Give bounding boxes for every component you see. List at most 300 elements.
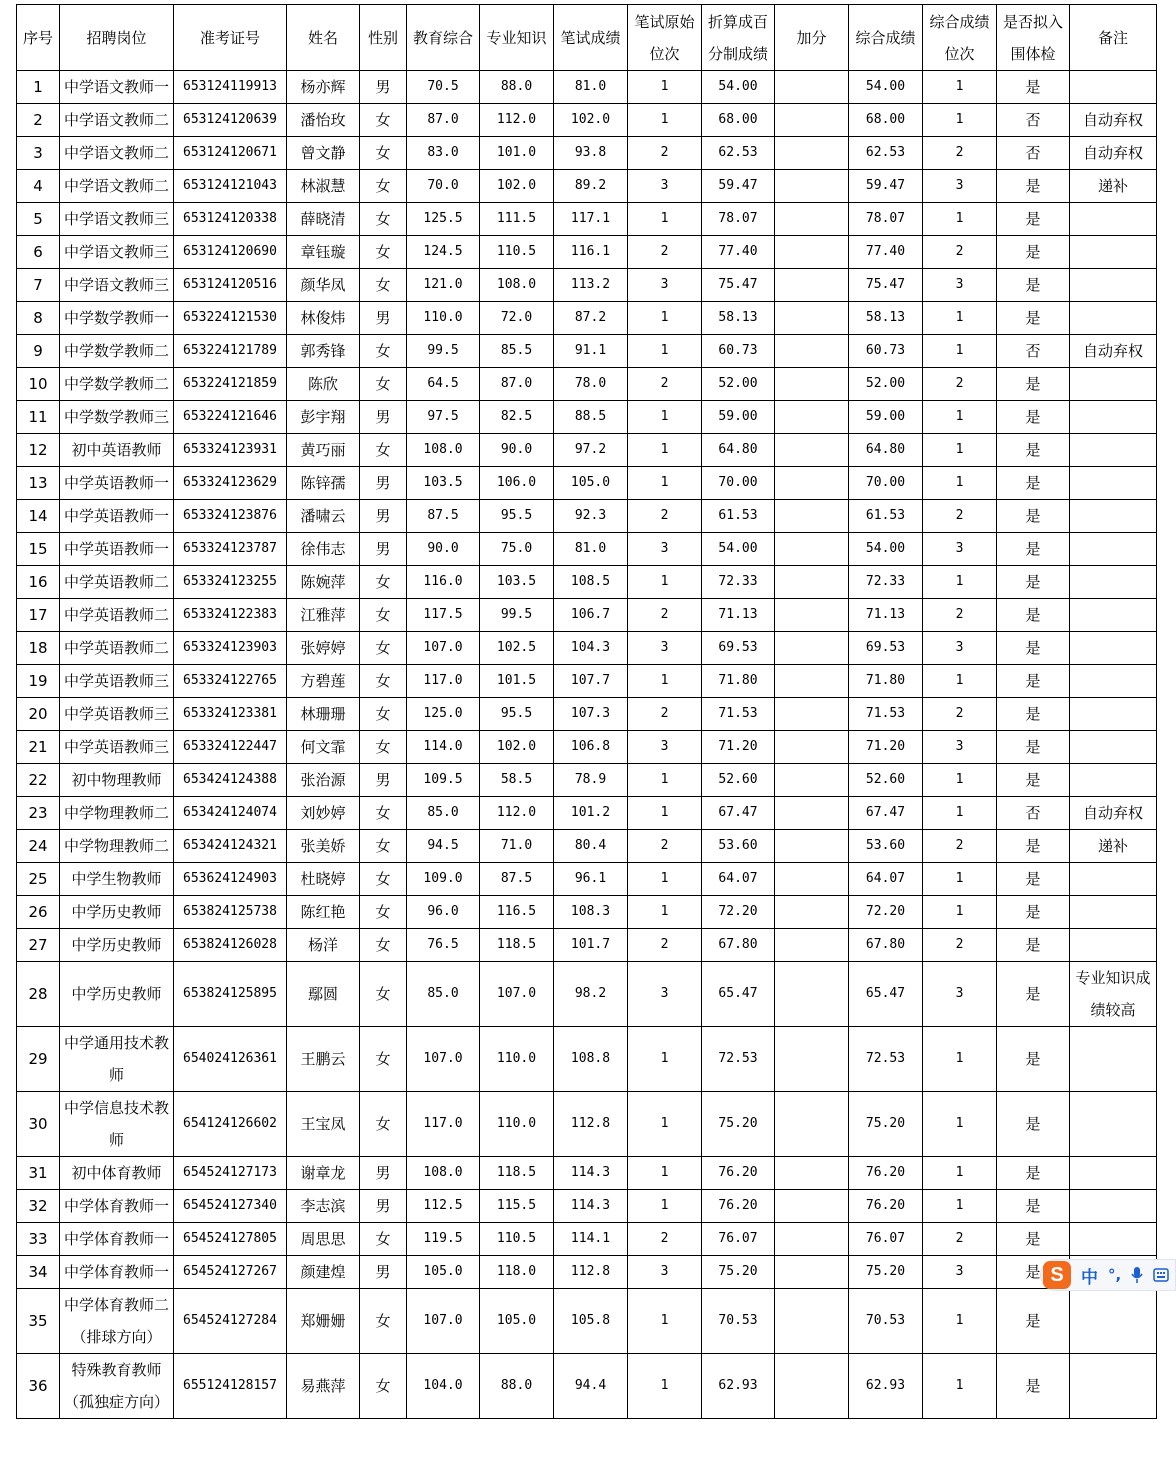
cell-no: 31 <box>17 1157 60 1190</box>
cell-edu: 64.5 <box>407 368 480 401</box>
cell-bonus <box>775 863 849 896</box>
cell-no: 19 <box>17 665 60 698</box>
cell-pct: 67.80 <box>702 929 775 962</box>
cell-edu: 117.5 <box>407 599 480 632</box>
cell-note <box>1070 1289 1157 1354</box>
cell-rank: 3 <box>628 533 702 566</box>
table-row <box>17 104 1157 137</box>
cell-pct: 72.33 <box>702 566 775 599</box>
table-row <box>17 467 1157 500</box>
cell-edu: 83.0 <box>407 137 480 170</box>
cell-edu: 107.0 <box>407 1289 480 1354</box>
cell-total: 75.20 <box>849 1256 923 1289</box>
cell-name: 王鹏云 <box>287 1027 360 1092</box>
cell-edu: 70.5 <box>407 71 480 104</box>
cell-name: 潘怡玫 <box>287 104 360 137</box>
cell-total: 71.53 <box>849 698 923 731</box>
cell-sex: 女 <box>360 137 407 170</box>
cell-edu: 104.0 <box>407 1354 480 1419</box>
cell-note <box>1070 500 1157 533</box>
cell-pro: 112.0 <box>480 104 554 137</box>
cell-edu: 109.5 <box>407 764 480 797</box>
cell-id: 653424124388 <box>174 764 287 797</box>
cell-written: 113.2 <box>554 269 628 302</box>
cell-bonus <box>775 170 849 203</box>
cell-pct: 69.53 <box>702 632 775 665</box>
table-row <box>17 434 1157 467</box>
cell-note <box>1070 632 1157 665</box>
cell-note <box>1070 1354 1157 1419</box>
cell-trank: 1 <box>923 797 997 830</box>
sogou-logo-icon[interactable]: S <box>1043 1261 1071 1289</box>
cell-name: 杨洋 <box>287 929 360 962</box>
cell-total: 53.60 <box>849 830 923 863</box>
cell-note <box>1070 764 1157 797</box>
cell-total: 78.07 <box>849 203 923 236</box>
cell-rank: 1 <box>628 203 702 236</box>
cell-id: 653124120639 <box>174 104 287 137</box>
cell-edu: 119.5 <box>407 1223 480 1256</box>
cell-trank: 1 <box>923 434 997 467</box>
cell-no: 29 <box>17 1027 60 1092</box>
cell-no: 3 <box>17 137 60 170</box>
cell-rank: 3 <box>628 632 702 665</box>
cell-pos: 中学体育教师二（排球方向） <box>60 1289 174 1354</box>
cell-pct: 71.80 <box>702 665 775 698</box>
cell-edu: 97.5 <box>407 401 480 434</box>
cell-trank: 1 <box>923 764 997 797</box>
cell-written: 93.8 <box>554 137 628 170</box>
table-row <box>17 632 1157 665</box>
cell-pro: 101.0 <box>480 137 554 170</box>
cell-pro: 87.0 <box>480 368 554 401</box>
cell-sex: 女 <box>360 797 407 830</box>
cell-enter: 是 <box>997 401 1070 434</box>
cell-rank: 1 <box>628 335 702 368</box>
ime-language-toggle[interactable]: 中 <box>1081 1267 1098 1288</box>
cell-id: 654124126602 <box>174 1092 287 1157</box>
cell-rank: 3 <box>628 1256 702 1289</box>
cell-rank: 2 <box>628 599 702 632</box>
cell-rank: 1 <box>628 401 702 434</box>
cell-pro: 106.0 <box>480 467 554 500</box>
cell-note <box>1070 566 1157 599</box>
cell-sex: 男 <box>360 302 407 335</box>
cell-total: 60.73 <box>849 335 923 368</box>
cell-note <box>1070 863 1157 896</box>
cell-written: 98.2 <box>554 962 628 1027</box>
cell-enter: 是 <box>997 962 1070 1027</box>
cell-edu: 99.5 <box>407 335 480 368</box>
cell-written: 104.3 <box>554 632 628 665</box>
cell-pct: 54.00 <box>702 71 775 104</box>
cell-enter: 是 <box>997 236 1070 269</box>
cell-pos: 中学英语教师二 <box>60 632 174 665</box>
table-row <box>17 302 1157 335</box>
cell-total: 77.40 <box>849 236 923 269</box>
cell-bonus <box>775 1157 849 1190</box>
cell-note <box>1070 203 1157 236</box>
cell-id: 653324123629 <box>174 467 287 500</box>
cell-enter: 是 <box>997 1092 1070 1157</box>
cell-total: 67.47 <box>849 797 923 830</box>
cell-written: 102.0 <box>554 104 628 137</box>
cell-no: 4 <box>17 170 60 203</box>
cell-name: 潘啸云 <box>287 500 360 533</box>
cell-total: 69.53 <box>849 632 923 665</box>
cell-bonus <box>775 467 849 500</box>
cell-note <box>1070 1092 1157 1157</box>
cell-total: 72.33 <box>849 566 923 599</box>
header-cell: 招聘岗位 <box>60 5 174 71</box>
cell-note <box>1070 434 1157 467</box>
cell-name: 黄巧丽 <box>287 434 360 467</box>
cell-total: 64.80 <box>849 434 923 467</box>
cell-bonus <box>775 401 849 434</box>
cell-id: 653424124074 <box>174 797 287 830</box>
cell-name: 鄢圆 <box>287 962 360 1027</box>
microphone-icon[interactable] <box>1131 1266 1143 1284</box>
table-row <box>17 698 1157 731</box>
header-row <box>17 5 1157 71</box>
cell-sex: 男 <box>360 500 407 533</box>
cell-bonus <box>775 137 849 170</box>
cell-enter: 否 <box>997 104 1070 137</box>
cell-rank: 2 <box>628 137 702 170</box>
cell-pro: 111.5 <box>480 203 554 236</box>
cell-sex: 女 <box>360 1027 407 1092</box>
cell-edu: 109.0 <box>407 863 480 896</box>
cell-rank: 3 <box>628 962 702 1027</box>
cell-pos: 中学体育教师一 <box>60 1256 174 1289</box>
cell-note <box>1070 533 1157 566</box>
cell-name: 林淑慧 <box>287 170 360 203</box>
cell-pos: 中学英语教师一 <box>60 500 174 533</box>
cell-pct: 65.47 <box>702 962 775 1027</box>
cell-id: 655124128157 <box>174 1354 287 1419</box>
cell-rank: 2 <box>628 1223 702 1256</box>
cell-no: 12 <box>17 434 60 467</box>
ime-punctuation-toggle[interactable]: °, <box>1108 1266 1122 1284</box>
cell-pos: 中学数学教师一 <box>60 302 174 335</box>
cell-pos: 中学英语教师三 <box>60 731 174 764</box>
cell-bonus <box>775 1092 849 1157</box>
cell-total: 75.20 <box>849 1092 923 1157</box>
cell-no: 34 <box>17 1256 60 1289</box>
cell-name: 杜晓婷 <box>287 863 360 896</box>
cell-trank: 3 <box>923 1256 997 1289</box>
table-row <box>17 1354 1157 1419</box>
table-row <box>17 533 1157 566</box>
cell-edu: 121.0 <box>407 269 480 302</box>
table-row <box>17 599 1157 632</box>
cell-total: 54.00 <box>849 533 923 566</box>
cell-sex: 男 <box>360 401 407 434</box>
cell-bonus <box>775 1256 849 1289</box>
cell-total: 59.00 <box>849 401 923 434</box>
cell-enter: 是 <box>997 929 1070 962</box>
cell-enter: 否 <box>997 335 1070 368</box>
cell-enter: 否 <box>997 137 1070 170</box>
cell-no: 35 <box>17 1289 60 1354</box>
cell-bonus <box>775 236 849 269</box>
cell-rank: 1 <box>628 764 702 797</box>
cell-rank: 1 <box>628 863 702 896</box>
cell-trank: 3 <box>923 170 997 203</box>
cell-pct: 67.47 <box>702 797 775 830</box>
cell-name: 张婷婷 <box>287 632 360 665</box>
cell-name: 颜华凤 <box>287 269 360 302</box>
cell-name: 杨亦辉 <box>287 71 360 104</box>
cell-id: 653324123903 <box>174 632 287 665</box>
cell-id: 653124120516 <box>174 269 287 302</box>
cell-note: 自动弃权 <box>1070 335 1157 368</box>
cell-trank: 1 <box>923 896 997 929</box>
cell-note <box>1070 401 1157 434</box>
cell-trank: 2 <box>923 500 997 533</box>
cell-pro: 95.5 <box>480 698 554 731</box>
cell-name: 郑姗姗 <box>287 1289 360 1354</box>
cell-pct: 70.00 <box>702 467 775 500</box>
cell-pct: 64.07 <box>702 863 775 896</box>
cell-written: 81.0 <box>554 533 628 566</box>
cell-pos: 中学英语教师一 <box>60 467 174 500</box>
cell-trank: 1 <box>923 566 997 599</box>
table-row <box>17 1256 1157 1289</box>
cell-written: 97.2 <box>554 434 628 467</box>
cell-written: 108.8 <box>554 1027 628 1092</box>
header-cell: 序号 <box>17 5 60 71</box>
cell-pro: 107.0 <box>480 962 554 1027</box>
cell-id: 653324123931 <box>174 434 287 467</box>
cell-enter: 是 <box>997 1027 1070 1092</box>
cell-pct: 64.80 <box>702 434 775 467</box>
cell-sex: 女 <box>360 269 407 302</box>
cell-pro: 102.0 <box>480 170 554 203</box>
cell-total: 54.00 <box>849 71 923 104</box>
cell-no: 30 <box>17 1092 60 1157</box>
results-table <box>16 4 1157 1419</box>
cell-total: 58.13 <box>849 302 923 335</box>
cell-trank: 2 <box>923 830 997 863</box>
cell-sex: 女 <box>360 632 407 665</box>
cell-no: 9 <box>17 335 60 368</box>
cell-name: 陈欣 <box>287 368 360 401</box>
cell-written: 92.3 <box>554 500 628 533</box>
cell-pos: 初中英语教师 <box>60 434 174 467</box>
cell-pos: 中学数学教师二 <box>60 335 174 368</box>
cell-edu: 114.0 <box>407 731 480 764</box>
cell-written: 101.2 <box>554 797 628 830</box>
cell-pos: 中学信息技术教师 <box>60 1092 174 1157</box>
cell-written: 105.8 <box>554 1289 628 1354</box>
cell-no: 6 <box>17 236 60 269</box>
cell-edu: 87.0 <box>407 104 480 137</box>
cell-no: 18 <box>17 632 60 665</box>
cell-total: 70.53 <box>849 1289 923 1354</box>
cell-note <box>1070 698 1157 731</box>
cell-no: 21 <box>17 731 60 764</box>
table-row <box>17 335 1157 368</box>
cell-edu: 96.0 <box>407 896 480 929</box>
cell-pro: 95.5 <box>480 500 554 533</box>
cell-pro: 112.0 <box>480 797 554 830</box>
cell-pos: 中学体育教师一 <box>60 1223 174 1256</box>
cell-id: 653324123787 <box>174 533 287 566</box>
cell-total: 76.20 <box>849 1190 923 1223</box>
cell-trank: 1 <box>923 401 997 434</box>
cell-sex: 女 <box>360 236 407 269</box>
cell-trank: 1 <box>923 467 997 500</box>
cell-bonus <box>775 929 849 962</box>
cell-id: 654524127340 <box>174 1190 287 1223</box>
cell-pct: 71.53 <box>702 698 775 731</box>
cell-written: 94.4 <box>554 1354 628 1419</box>
cell-pro: 115.5 <box>480 1190 554 1223</box>
cell-sex: 男 <box>360 533 407 566</box>
cell-pos: 中学英语教师三 <box>60 698 174 731</box>
cell-pro: 75.0 <box>480 533 554 566</box>
cell-rank: 1 <box>628 896 702 929</box>
cell-pos: 中学语文教师三 <box>60 203 174 236</box>
cell-rank: 1 <box>628 104 702 137</box>
cell-no: 27 <box>17 929 60 962</box>
cell-total: 65.47 <box>849 962 923 1027</box>
cell-pos: 中学生物教师 <box>60 863 174 896</box>
cell-name: 郭秀锋 <box>287 335 360 368</box>
cell-total: 59.47 <box>849 170 923 203</box>
cell-no: 16 <box>17 566 60 599</box>
cell-note: 自动弃权 <box>1070 104 1157 137</box>
cell-id: 653124120338 <box>174 203 287 236</box>
table-row <box>17 170 1157 203</box>
cell-note <box>1070 71 1157 104</box>
cell-name: 江雅萍 <box>287 599 360 632</box>
cell-pos: 中学历史教师 <box>60 896 174 929</box>
table-row <box>17 1092 1157 1157</box>
cell-edu: 105.0 <box>407 1256 480 1289</box>
table-row <box>17 71 1157 104</box>
cell-pro: 118.5 <box>480 929 554 962</box>
cell-name: 陈锌孺 <box>287 467 360 500</box>
cell-pos: 中学语文教师二 <box>60 104 174 137</box>
cell-pos: 中学英语教师一 <box>60 533 174 566</box>
cell-rank: 1 <box>628 1354 702 1419</box>
cell-enter: 是 <box>997 467 1070 500</box>
keyboard-icon[interactable] <box>1153 1268 1169 1282</box>
cell-total: 67.80 <box>849 929 923 962</box>
cell-edu: 117.0 <box>407 665 480 698</box>
cell-bonus <box>775 698 849 731</box>
cell-id: 653324122447 <box>174 731 287 764</box>
cell-pos: 中学物理教师二 <box>60 830 174 863</box>
ime-toolbar[interactable] <box>1040 1259 1176 1291</box>
cell-name: 林珊珊 <box>287 698 360 731</box>
cell-bonus <box>775 104 849 137</box>
cell-written: 117.1 <box>554 203 628 236</box>
cell-pct: 78.07 <box>702 203 775 236</box>
cell-note <box>1070 368 1157 401</box>
cell-pct: 54.00 <box>702 533 775 566</box>
cell-note <box>1070 929 1157 962</box>
cell-trank: 1 <box>923 863 997 896</box>
cell-no: 15 <box>17 533 60 566</box>
cell-edu: 103.5 <box>407 467 480 500</box>
cell-trank: 1 <box>923 1289 997 1354</box>
cell-edu: 124.5 <box>407 236 480 269</box>
cell-trank: 2 <box>923 236 997 269</box>
cell-name: 周思思 <box>287 1223 360 1256</box>
cell-pos: 中学语文教师一 <box>60 71 174 104</box>
cell-name: 曾文静 <box>287 137 360 170</box>
cell-pct: 59.00 <box>702 401 775 434</box>
cell-total: 76.07 <box>849 1223 923 1256</box>
cell-sex: 女 <box>360 170 407 203</box>
cell-pct: 77.40 <box>702 236 775 269</box>
cell-written: 107.3 <box>554 698 628 731</box>
cell-total: 71.20 <box>849 731 923 764</box>
cell-id: 653124120690 <box>174 236 287 269</box>
cell-rank: 1 <box>628 1190 702 1223</box>
cell-enter: 否 <box>997 797 1070 830</box>
cell-bonus <box>775 500 849 533</box>
cell-pos: 中学体育教师一 <box>60 1190 174 1223</box>
cell-no: 36 <box>17 1354 60 1419</box>
cell-trank: 2 <box>923 698 997 731</box>
cell-no: 20 <box>17 698 60 731</box>
cell-sex: 女 <box>360 665 407 698</box>
cell-written: 88.5 <box>554 401 628 434</box>
cell-enter: 是 <box>997 533 1070 566</box>
cell-written: 81.0 <box>554 71 628 104</box>
cell-note <box>1070 269 1157 302</box>
cell-no: 5 <box>17 203 60 236</box>
cell-written: 112.8 <box>554 1092 628 1157</box>
cell-enter: 是 <box>997 170 1070 203</box>
cell-pro: 88.0 <box>480 1354 554 1419</box>
cell-trank: 1 <box>923 104 997 137</box>
table-row <box>17 203 1157 236</box>
cell-name: 薛晓清 <box>287 203 360 236</box>
cell-pos: 初中物理教师 <box>60 764 174 797</box>
cell-name: 李志滨 <box>287 1190 360 1223</box>
cell-sex: 女 <box>360 335 407 368</box>
cell-no: 14 <box>17 500 60 533</box>
table-row <box>17 500 1157 533</box>
cell-pro: 72.0 <box>480 302 554 335</box>
cell-pct: 71.13 <box>702 599 775 632</box>
cell-written: 96.1 <box>554 863 628 896</box>
table-row <box>17 269 1157 302</box>
cell-edu: 85.0 <box>407 962 480 1027</box>
cell-no: 7 <box>17 269 60 302</box>
cell-note: 自动弃权 <box>1070 137 1157 170</box>
table-row <box>17 830 1157 863</box>
header-cell: 准考证号 <box>174 5 287 71</box>
cell-pro: 110.5 <box>480 1223 554 1256</box>
cell-written: 105.0 <box>554 467 628 500</box>
cell-no: 25 <box>17 863 60 896</box>
cell-no: 11 <box>17 401 60 434</box>
cell-edu: 107.0 <box>407 632 480 665</box>
cell-sex: 女 <box>360 698 407 731</box>
cell-rank: 1 <box>628 566 702 599</box>
table-row <box>17 1223 1157 1256</box>
cell-pct: 72.20 <box>702 896 775 929</box>
cell-pct: 58.13 <box>702 302 775 335</box>
cell-total: 72.20 <box>849 896 923 929</box>
cell-id: 653324122765 <box>174 665 287 698</box>
